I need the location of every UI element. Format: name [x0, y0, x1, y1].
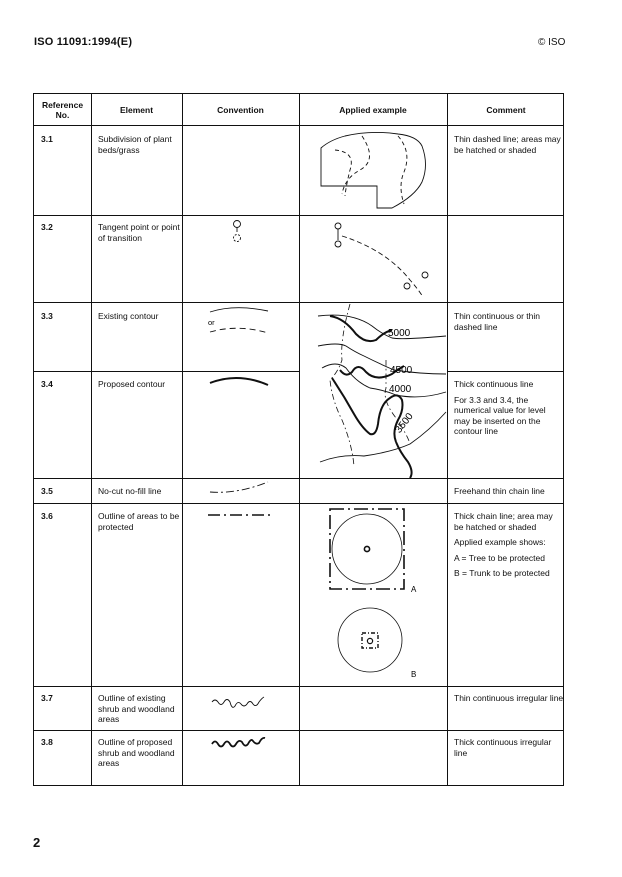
row-ref: 3.7	[41, 693, 53, 703]
row-comment: Freehand thin chain line	[454, 486, 545, 496]
contour-label-4000: 4000	[389, 384, 412, 395]
row-comment: Thin dashed line; areas may be hatched or shaded	[454, 134, 561, 155]
row-ref: 3.1	[41, 134, 53, 144]
header-reference: Reference No.	[41, 99, 84, 120]
row-ref: 3.4	[41, 379, 53, 389]
header-comment: Comment	[486, 104, 526, 115]
row-element: Proposed contour	[98, 379, 166, 389]
comment-line: Thick continuous line	[454, 379, 534, 389]
contour-label-3500: 3500	[393, 411, 416, 436]
comment-line: B = Trunk to be protected	[454, 568, 550, 578]
row-ref: 3.6	[41, 511, 53, 521]
row-element: No-cut no-fill line	[98, 486, 162, 496]
header-element: Element	[119, 104, 154, 115]
row-ref: 3.2	[41, 222, 53, 232]
row-element: Outline of areas to be protected	[98, 511, 180, 532]
no-cut-no-fill-convention	[210, 482, 268, 492]
label-a: A	[411, 585, 417, 594]
label-b: B	[411, 670, 417, 679]
existing-contour-convention	[210, 308, 268, 333]
tree-protection-example	[330, 509, 404, 589]
proposed-contour-convention	[210, 378, 268, 385]
row-comment: Thick continuous irregular line	[454, 737, 552, 758]
row-comment: Thin continuous or thin dashed line	[454, 311, 540, 332]
existing-shrub-convention	[212, 697, 264, 707]
copyright-mark: © ISO	[538, 37, 566, 48]
row-comment: Thin continuous irregular line	[454, 693, 564, 703]
comment-line: Applied example shows:	[454, 537, 546, 547]
header-applied-example: Applied example	[339, 104, 407, 115]
tangent-point-symbol	[234, 221, 241, 242]
contour-label-5000: 5000	[388, 328, 411, 339]
row-ref: 3.3	[41, 311, 53, 321]
row-element: Outline of existing shrub and woodland areas	[98, 693, 175, 724]
row-ref: 3.5	[41, 486, 53, 496]
row-element: Existing contour	[98, 311, 159, 321]
proposed-shrub-convention	[212, 738, 265, 747]
contour-label-4500: 4500	[390, 365, 413, 376]
convention-or-label: or	[208, 318, 215, 327]
row-element: Tangent point or point of transition	[98, 222, 180, 243]
comment-line: Thick chain line; area may be hatched or shaded	[454, 511, 553, 532]
plant-bed-example	[321, 132, 426, 208]
standard-number: ISO 11091:1994(E)	[34, 36, 133, 48]
row-element: Subdivision of plant beds/grass	[98, 134, 172, 155]
comment-line: A = Tree to be protected	[454, 552, 545, 563]
trunk-protection-example	[338, 608, 402, 672]
header-convention: Convention	[217, 104, 264, 115]
comment-line: For 3.3 and 3.4, the numerical value for level may be inserted on the contour line	[454, 394, 546, 436]
row-ref: 3.8	[41, 737, 53, 747]
contour-map-example	[318, 304, 446, 478]
row-element: Outline of proposed shrub and woodland areas	[98, 737, 175, 768]
tangent-point-example	[335, 223, 428, 297]
page-number: 2	[33, 835, 41, 850]
